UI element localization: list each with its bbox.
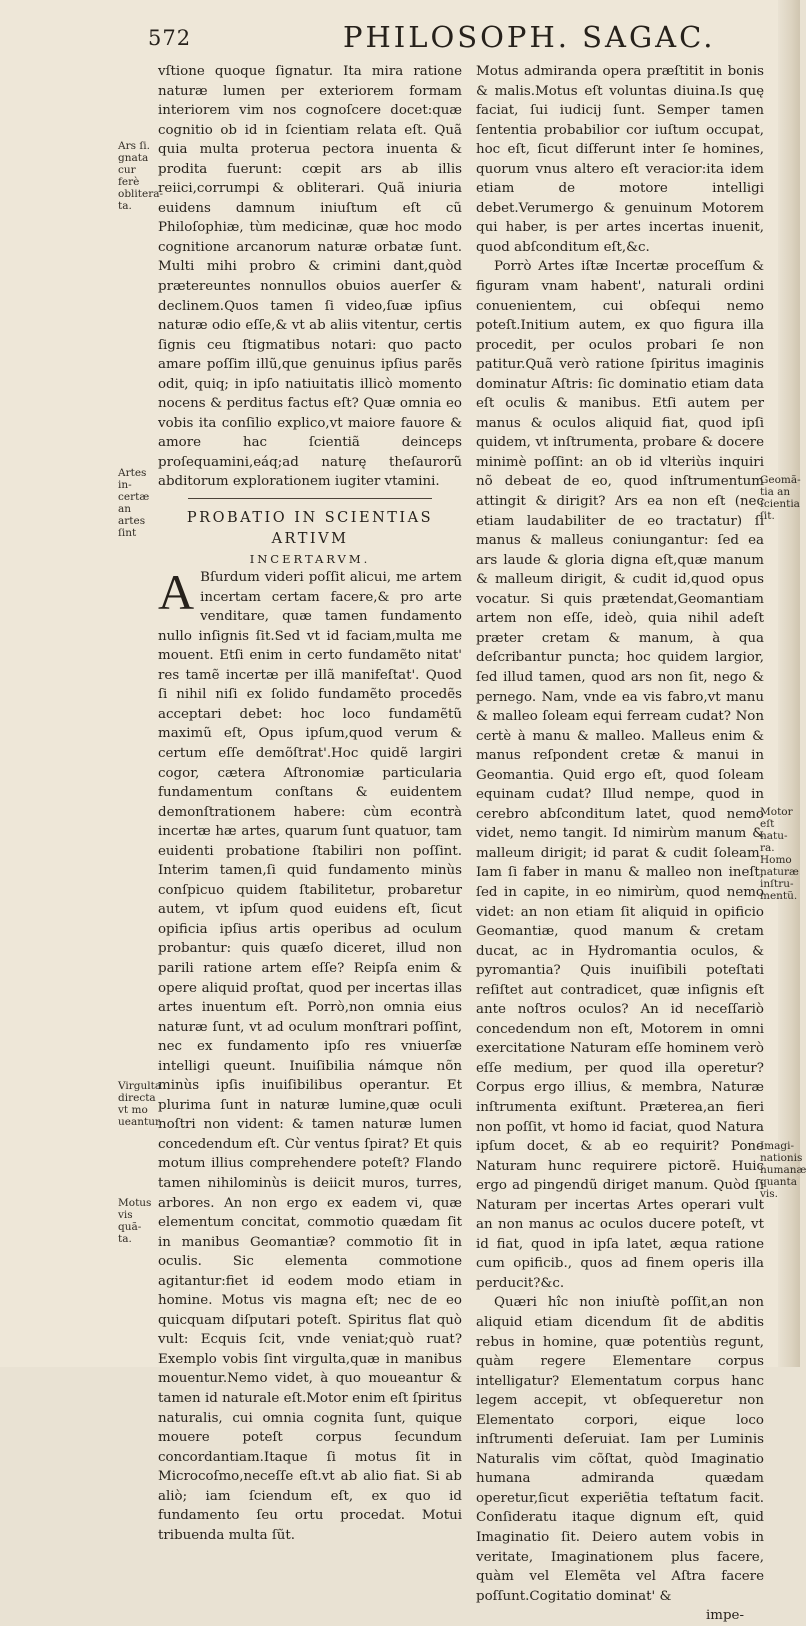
right-paragraph-1: Motus admiranda opera præſtitit in bonis & malis.Motus eſt voluntas diuina.Is quę faciat, ſui iudicij ſunt. Semper tamen ſententia probabilior cor iuſtum occupat, hoc eſt, ſicut diſferunt inter ſe homines, quorum vnus altero eſt veracior:ita idem etiam de motore intelligi debet.Verumergo & genuinum Motorem qui haber, is per artes incertas inuenit, quod abſconditum eſt,&c. — [476, 64, 764, 255]
margin-note-left-1: Ars ſi. gnata cur ferè oblitera- ta. — [118, 140, 164, 212]
margin-note-left-2: Artes in- certæ an artes ſint — [118, 467, 150, 539]
right-column — [476, 62, 764, 1626]
page-number: 572 — [148, 26, 192, 50]
left-paragraph-2 — [158, 564, 462, 1545]
page-header — [148, 18, 768, 58]
section-divider — [188, 498, 432, 500]
margin-note-right-3: Imagi- nationis humanæ quanta vis. — [760, 1140, 806, 1200]
margin-note-right-2: Motor eſt natu- ra. Homo naturæ inſtru- mentũ. — [760, 806, 799, 902]
margin-note-left-4: Motus vis quã- ta. — [118, 1197, 152, 1245]
running-title: PHILOSOPH. SAGAC. — [343, 20, 716, 54]
left-paragraph-1: vſtione quoque ſignatur. Ita mira ratione naturæ lumen per exteriorem formam interiorem vim nos cognoſcere docet:quæ cognitio ob id in ſcientiam relata eſt. Quã quia multa proterua pectora inuenta & prodita fuerunt: cœpit ars ab illis reiici,corrumpi & obliterari. Quã iniuria euidens damnum iniuſtum eſt cũ Philoſophiæ, tùm medicinæ, quæ hoc modo cognitione arcanorum naturæ orbatæ ſunt. Multi mihi probro & crimini dant,quòd prætereuntes nonnullos obuios auerſer & declinem.Quos tamen ſi video,ſuæ ipſius naturæ odio eſſe,& vt ab aliis vitentur, certis ſignis ceu ſtigmatibus notari: quo pacto amare poſſim illũ,que genuinus ipſius parẽs odit, quiq; in ipſo natiuitatis illicò momento nocens & perditus factus eſt? Quæ omnia eo vobis ita conſilio explico,vt maiore fauore & amore hac ſcientiã deinceps proſequamini,eáq;ad naturę theſaurorũ abditorum explorationem iugiter vtamini. — [158, 64, 462, 490]
left-paragraph-2-text: Bſurdum videri poſſit alicui, me artem incertam certam facere,& pro arte venditare, quæ tamen fundamento nullo inſignis ſit.Sed vt id faciam,multa me mouent. Etſi enim in certo fundamẽto nitat' res tamẽ incertæ per illã manifeſtat'. Quod ſi nihil niſi ex ſolido fundamẽto procedẽs acceptari debet: hoc loco fundamẽtũ maximũ eſt, Opus ipſum,quod verum & certum eſſe demõſtrat'.Hoc quidẽ largiri cogor, cætera Aſtronomiæ particularia fundamentum conſtans & euidentem demonſtrationem habere: cùm econtrà incertæ hæ artes, quarum ſunt quatuor, tam euidenti probatione ſtabiliri non poſſint. Interim tamen,ſi quid fundamento minùs conſpicuo quidem ſtabilitetur, probaretur autem, vt ipſum quod euidens eſt, ſicut opificia ipſius artis operibus ad oculum probantur: quis quæſo diceret, illud non parili ratione artem eſſe? Reipſa enim & opere aliquid proſtat, quod per incertas illas artes inuentum eſt. Porrò,non omnia eius naturæ ſunt, vt ad oculum monſtrari poſſint, nec ex fundamento ipſo res vniuerſæ intelligi queunt. Inuiſibilia námque nõn minùs ipſis inuiſibilibus operantur. Et plurima ſunt in naturæ lumine,quæ oculi noſtri non vident: & tamen naturæ lumen concedendum eſt. Cùr ventus ſpirat? Et quis motum illius comprehendere poteſt? Flando tamen nihilominùs is deiicit muros, turres, arbores. An non ergo ex eadem vi, quæ elementum concitat, commotio quædam ſit in manibus Geomantiæ? commotio ſit in oculis. Sic elementa commotione agitantur:fiet id eodem modo etiam in homine. Motus vis magna eſt; nec de eo quicquam diſputari poteſt. Spiritus flat quò vult: Ecquis ſcit, vnde veniat;quò ruat? Exemplo vobis ſint virgulta,quæ in manibus mouentur.Nemo videt, à quo moueantur & tamen id naturale eſt.Motor enim eſt ſpiritus naturalis, cui omnia cognita ſunt, quique mouere poteſt corpus ſecundum concordantiam.Itaque ſi motus ſit in Microcoſmo,neceſſe eſt.vt ab alio fiat. Si ab aliò; iam ſciendum eſt, ex quo id fundamento ſeu ortu procedat. Motui tribuenda multa ſũt. — [158, 570, 462, 1543]
right-paragraph-3: Quæri hîc non iniuſtè poſſit,an non aliquid etiam dicendum ſit de abditis rebus in homine, quæ potentiùs regunt, quàm regere Elementare corpus intelligatur? Elementatum corpus hanc legem accepit, vt obſequeretur non Elementato corpori, eique loco inſtrumenti deſeruiat. Iam per Luminis Naturalis vim cõſtat, quòd Imaginatio humana admiranda quædam operetur,ſicut experiẽtia teſtatum facit. Conſideratu itaque dignum eſt, quid Imaginatio ſit. Deiero autem vobis in veritate, Imaginationem plus facere, quàm vel Elemẽta vel Aſtra facere poſſunt.Cogitatio dominat' & — [476, 1295, 764, 1604]
drop-cap: A — [158, 564, 195, 621]
right-paragraph-2: Porrò Artes iſtæ Incertæ proceſſum & figuram vnam habent', naturali ordini conuenientem, cui obſequi nemo poteſt.Initium autem, ex quo figura illa procedit, per oculos probari ſe non patitur.Quã verò ratione ſpiritus imaginis dominatur Aſtris: ſic dominatio etiam data eſt oculis & manibus. Etſi autem per manus & oculos aliquid fiat, quod ipſi quidem, vt inſtrumenta, probare & docere minimè poſſint: an ob id vlteriùs inquiri nõ debeat de eo, quod inſtrumentum attingit & dirigit? Ars ea non eſt (nec etiam laudabiliter de eo tractatur) ſi manus & malleus coniungantur: ſed ea ars laude & gloria digna eſt,quæ manum & malleum dirigit, & cudit id,quod opus vocatur. Si quis prætendat,Geomantiam artem non eſſe, ideò, quia nihil adeſt præter cretam & manum, à qua deſcribantur puncta; hoc quidem largior, ſed illud tamen, quod ars non ſit, nego & pernego. Nam, vnde ea vis fabro,vt manu & malleo ſoleam equi ferream cudat? Non certè à manu & malleo. Malleus enim & manus reſpondent cretæ & manui in Geomantia. Quid ergo eſt, quod ſoleam equinam cudat? Illud nempe, quod in cerebro abſconditum latet, quod nemo videt, nemo tangit. Id nimirùm manum & malleum dirigit; id parat & cudit ſoleam. Iam ſi faber in manu & malleo non ineſt, ſed in capite, in eo nimirùm, quod nemo videt: an non etiam ſit aliquid in opificio Geomantiæ, quod manum & cretam ducat, ac in Hydromantia oculos, & pyromantia? Quis inuiſibili poteſtati reſiſtet aut contradicet, quæ inſignis eſt ante noſtros oculos? An id neceſſariò concedendum non eſt, Motorem in omni exercitatione Naturam eſſe hominem verò eſſe medium, per quod illa operetur? Corpus ergo illius, & membra, Naturæ inſtrumenta exiſtunt. Præterea,an fieri non poſſit, vt homo id faciat, quod Natura ipſum docet, & ab eo requirit? Pone Naturam hunc requirere pictorẽ. Huic ergo ad pingendũ diriget manum. Quòd ſi Naturam per incertas Artes operari vult an non manus ac oculos ducere poteſt, vt id fiat, quod in ipſa latet, æqua ratione cum opificib., quos ad finem operis illa perducit?&c. — [476, 259, 764, 1291]
section-subtitle: INCERTARVM. — [249, 552, 371, 567]
section-title: PROBATIO IN SCIENTIAS ARTIVM — [186, 510, 434, 548]
catchword: impe- — [705, 1608, 744, 1624]
margin-note-left-3: Virgulta directa vt mo ueantur. — [118, 1080, 163, 1128]
margin-note-right-1: Geomã- tia an ſcientia ſit. — [760, 474, 801, 522]
left-column — [158, 62, 462, 1545]
